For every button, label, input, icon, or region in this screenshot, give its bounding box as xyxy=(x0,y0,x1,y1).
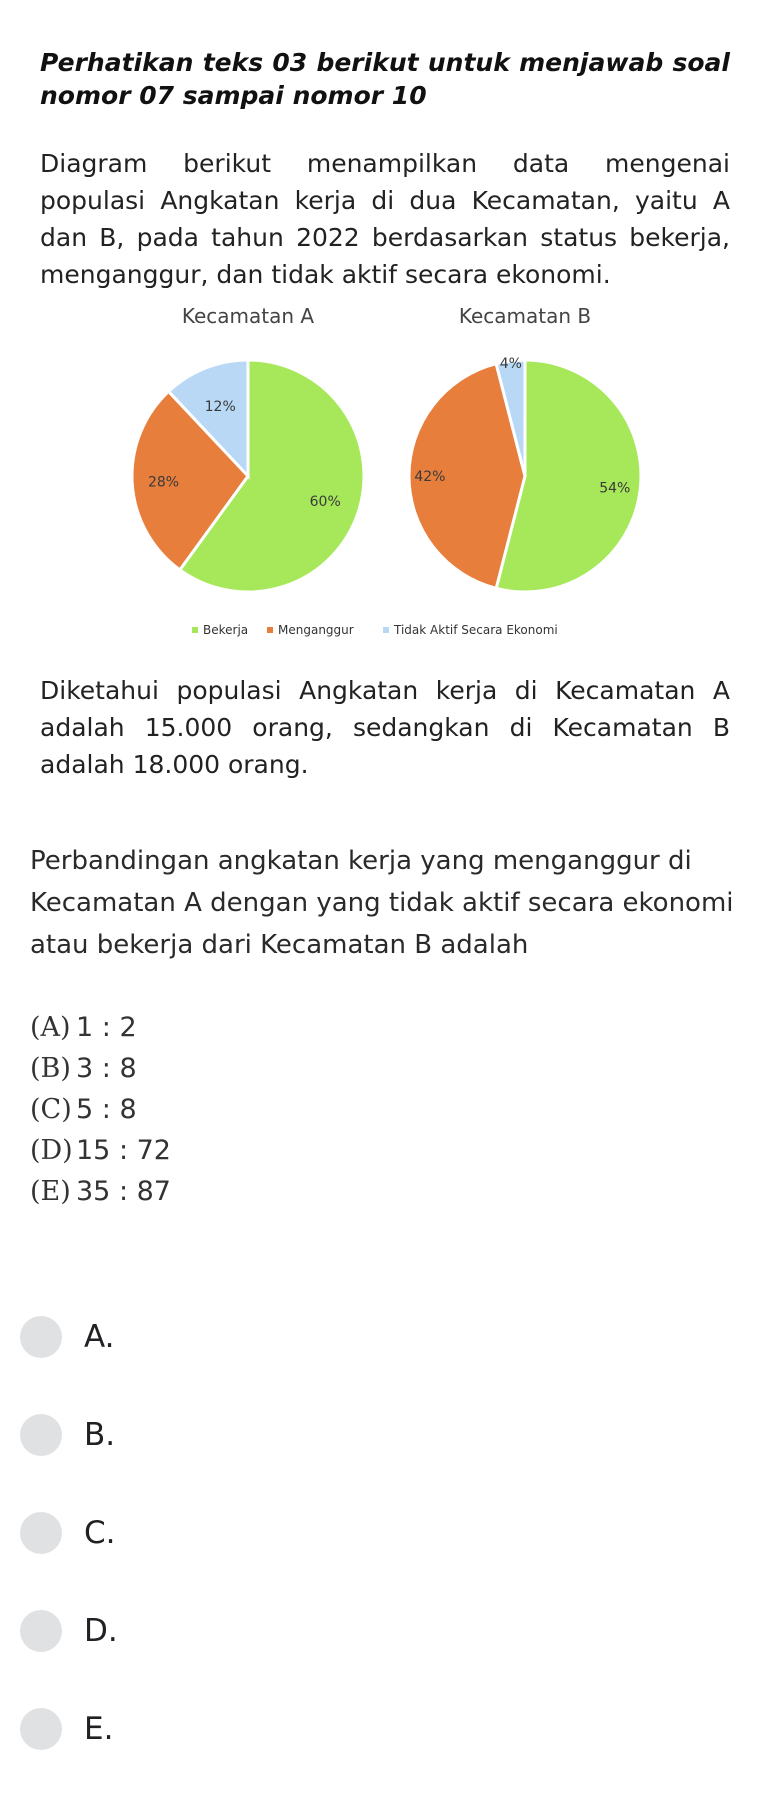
radio-button[interactable] xyxy=(20,1512,62,1554)
question-text: Perbandingan angkatan kerja yang menganggur di Kecamatan A dengan yang tidak aktif secara ekonomi atau bekerja dari Kecamatan B adalah xyxy=(30,846,734,960)
option-value: 1 : 2 xyxy=(76,1012,137,1043)
option-value: 35 : 87 xyxy=(76,1176,171,1207)
legend-swatch xyxy=(383,627,389,633)
legend-label: Menganggur xyxy=(278,623,354,637)
chart-title: Kecamatan A xyxy=(181,305,315,328)
answer-choice-d[interactable] xyxy=(20,1582,118,1680)
passage-info: Diketahui populasi Angkatan kerja di Kecamatan A adalah 15.000 orang, sedangkan di Kecamatan B adalah 18.000 orang. xyxy=(40,676,730,779)
chart-title: Kecamatan B xyxy=(458,305,592,328)
option-value: 5 : 8 xyxy=(76,1094,137,1125)
radio-button[interactable] xyxy=(20,1414,62,1456)
legend-label: Bekerja xyxy=(203,623,249,637)
answer-choice-a[interactable] xyxy=(20,1288,118,1386)
option-value: 3 : 8 xyxy=(76,1053,137,1084)
option-value: 15 : 72 xyxy=(76,1135,171,1166)
choice-label: B. xyxy=(84,1417,116,1453)
option-b xyxy=(30,1048,171,1089)
slice-label: 28% xyxy=(147,474,180,491)
option-letter: (A) xyxy=(30,1012,71,1043)
option-d xyxy=(30,1130,171,1171)
option-letter: (D) xyxy=(30,1135,73,1166)
legend-swatch xyxy=(267,627,273,633)
slice-label: 4% xyxy=(499,356,522,373)
option-letter: (E) xyxy=(30,1176,71,1207)
answer-choice-e[interactable] xyxy=(20,1680,118,1778)
option-a xyxy=(30,1007,171,1048)
slice-label: 60% xyxy=(309,494,341,511)
passage-intro: Diagram berikut menampilkan data mengenai populasi Angkatan kerja di dua Kecamatan, yaitu A dan B, pada tahun 2022 berdasarkan status bekerja, menganggur, dan tidak aktif secara ekonomi. xyxy=(40,149,730,289)
option-list xyxy=(30,1007,171,1212)
radio-button[interactable] xyxy=(20,1316,62,1358)
radio-button[interactable] xyxy=(20,1708,62,1750)
pie-charts-svg xyxy=(100,305,680,645)
option-e xyxy=(30,1171,171,1212)
choice-label: A. xyxy=(84,1319,115,1355)
answer-choice-c[interactable] xyxy=(20,1484,118,1582)
radio-button[interactable] xyxy=(20,1610,62,1652)
choice-label: C. xyxy=(84,1515,116,1551)
option-c xyxy=(30,1089,171,1130)
choice-label: E. xyxy=(84,1711,114,1747)
option-letter: (B) xyxy=(30,1053,71,1084)
passage-heading: Perhatikan teks 03 berikut untuk menjawab soal nomor 07 sampai nomor 10 xyxy=(40,48,730,110)
pie-charts xyxy=(100,305,680,645)
answer-choice-b[interactable] xyxy=(20,1386,118,1484)
legend-swatch xyxy=(192,627,198,633)
option-letter: (C) xyxy=(30,1094,72,1125)
slice-label: 12% xyxy=(204,398,236,415)
legend-label: Tidak Aktif Secara Ekonomi xyxy=(394,623,558,637)
answer-choices xyxy=(20,1288,118,1778)
slice-label: 54% xyxy=(599,480,631,497)
choice-label: D. xyxy=(84,1613,118,1649)
slice-label: 42% xyxy=(414,469,446,485)
